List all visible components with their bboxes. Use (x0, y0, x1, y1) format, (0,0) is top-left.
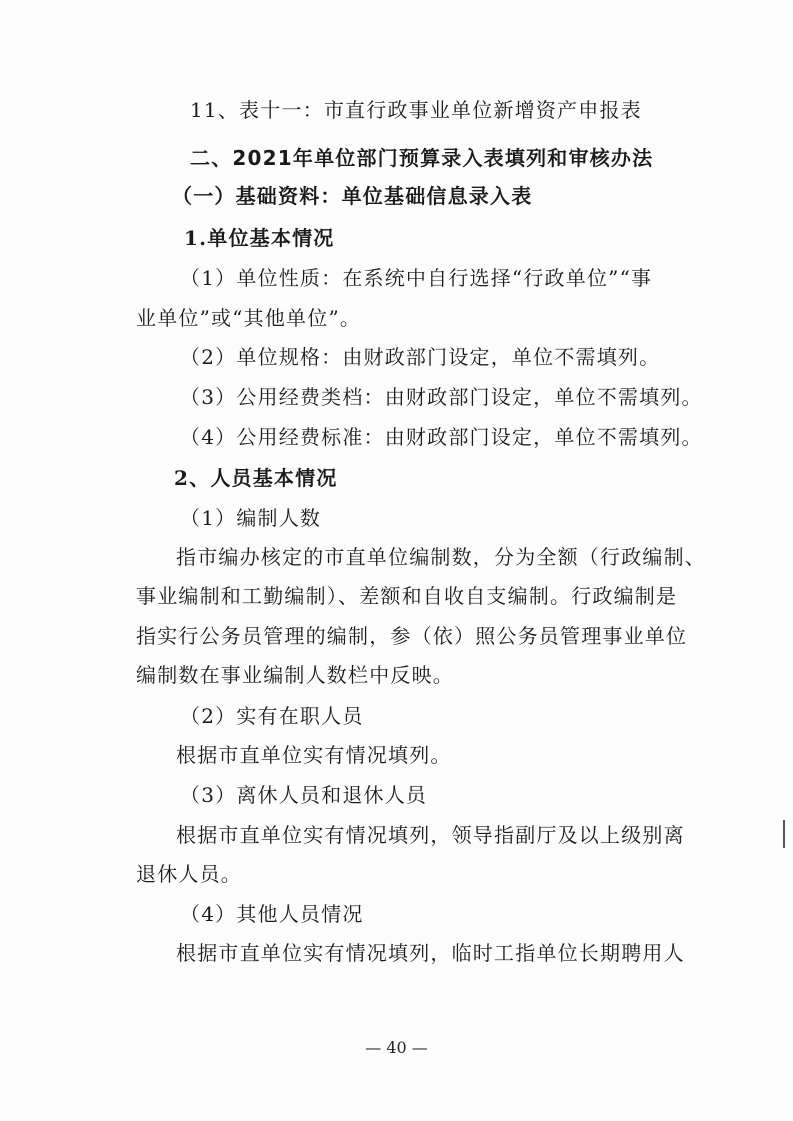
section-heading-two: 二、2021年单位部门预算录入表填列和审核办法 (190, 146, 654, 170)
paragraph-line: （3）公用经费类档：由财政部门设定，单位不需填列。 (180, 385, 703, 409)
paragraph-line: （2）单位规格：由财政部门设定，单位不需填列。 (180, 345, 661, 369)
subheading-personnel-basic: 2、人员基本情况 (174, 466, 338, 490)
list-item-table-eleven: 11、表十一：市直行政事业单位新增资产申报表 (190, 98, 642, 122)
paragraph-line: （1）编制人数 (180, 506, 322, 530)
paragraph-line: 根据市直单位实有情况填列，临时工指单位长期聘用人 (176, 941, 685, 965)
paragraph-line: 退休人员。 (136, 862, 242, 886)
scan-edge-mark (783, 820, 785, 848)
paragraph-line: 业单位”或“其他单位”。 (136, 306, 362, 330)
subsection-heading-basic-info: （一）基础资料：单位基础信息录入表 (172, 184, 533, 208)
paragraph-line: （4）其他人员情况 (180, 902, 364, 926)
paragraph-line: （3）离休人员和退休人员 (180, 783, 428, 807)
paragraph-line: 根据市直单位实有情况填列。 (176, 743, 452, 767)
paragraph-line: 编制数在事业编制人数栏中反映。 (136, 663, 454, 687)
page-number: — 40 — (365, 1038, 428, 1057)
paragraph-line: 事业编制和工勤编制）、差额和自收自支编制。行政编制是 (136, 584, 678, 608)
paragraph-line: （1）单位性质：在系统中自行选择“行政单位”“事 (180, 266, 653, 290)
subheading-unit-basic: 1.单位基本情况 (184, 226, 335, 250)
paragraph-line: （2）实有在职人员 (180, 704, 364, 728)
paragraph-line: （4）公用经费标准：由财政部门设定，单位不需填列。 (180, 425, 703, 449)
paragraph-line: 指实行公务员管理的编制，参（依）照公务员管理事业单位 (136, 624, 688, 648)
paragraph-line: 指市编办核定的市直单位编制数，分为全额（行政编制、 (176, 545, 706, 569)
paragraph-line: 根据市直单位实有情况填列，领导指副厅及以上级别离 (176, 823, 685, 847)
